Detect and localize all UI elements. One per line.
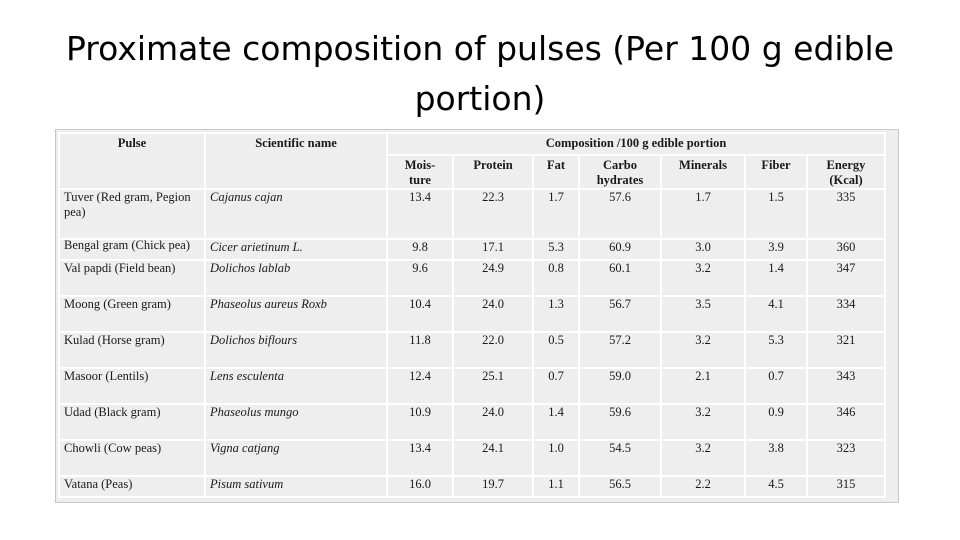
cell-protein: 24.1 — [453, 440, 533, 476]
table-row — [59, 239, 885, 260]
cell-carbohydrates: 57.6 — [579, 189, 661, 239]
cell-carbohydrates: 59.0 — [579, 368, 661, 404]
header-carbohydrates — [579, 155, 661, 189]
cell-energy: 343 — [807, 368, 885, 404]
cell-protein: 25.1 — [453, 368, 533, 404]
cell-minerals: 3.5 — [661, 296, 745, 332]
header-moisture-line-1: Mois- — [404, 158, 436, 172]
cell-fiber: 5.3 — [745, 332, 807, 368]
header-carbohydrates-line-1: Carbo — [602, 158, 638, 172]
table-row — [59, 476, 885, 497]
header-fiber: Fiber — [745, 155, 807, 189]
cell-fiber: 4.5 — [745, 476, 807, 497]
cell-fat: 0.8 — [533, 260, 579, 296]
cell-energy: 315 — [807, 476, 885, 497]
cell-protein: 24.0 — [453, 296, 533, 332]
composition-table — [58, 132, 886, 498]
cell-carbohydrates: 56.5 — [579, 476, 661, 497]
cell-protein: 24.9 — [453, 260, 533, 296]
cell-fiber: 3.9 — [745, 239, 807, 260]
cell-pulse: Vatana (Peas) — [59, 476, 205, 497]
cell-carbohydrates: 54.5 — [579, 440, 661, 476]
cell-scientific-name: Lens esculenta — [205, 368, 387, 404]
cell-scientific-name: Cajanus cajan — [205, 189, 387, 239]
cell-scientific-name: Vigna catjang — [205, 440, 387, 476]
cell-energy: 360 — [807, 239, 885, 260]
cell-minerals: 3.0 — [661, 239, 745, 260]
cell-fat: 0.5 — [533, 332, 579, 368]
cell-scientific-name: Dolichos lablab — [205, 260, 387, 296]
cell-moisture: 12.4 — [387, 368, 453, 404]
composition-table-image — [55, 129, 899, 503]
cell-fiber: 0.7 — [745, 368, 807, 404]
cell-carbohydrates: 60.1 — [579, 260, 661, 296]
cell-pulse: Bengal gram (Chick pea) — [59, 239, 205, 260]
cell-moisture: 9.8 — [387, 239, 453, 260]
header-energy-line-1: Energy — [826, 158, 866, 172]
header-row-1 — [59, 133, 885, 155]
table-row — [59, 440, 885, 476]
table-row — [59, 189, 885, 239]
cell-minerals: 2.2 — [661, 476, 745, 497]
cell-minerals: 3.2 — [661, 440, 745, 476]
cell-energy: 323 — [807, 440, 885, 476]
cell-pulse: Masoor (Lentils) — [59, 368, 205, 404]
cell-fat: 5.3 — [533, 239, 579, 260]
cell-scientific-name: Pisum sativum — [205, 476, 387, 497]
cell-minerals: 3.2 — [661, 260, 745, 296]
header-moisture-line-2: ture — [409, 173, 431, 187]
cell-fat: 0.7 — [533, 368, 579, 404]
cell-moisture: 9.6 — [387, 260, 453, 296]
cell-fat: 1.4 — [533, 404, 579, 440]
cell-minerals: 3.2 — [661, 332, 745, 368]
cell-fat: 1.0 — [533, 440, 579, 476]
cell-fat: 1.1 — [533, 476, 579, 497]
cell-pulse: Tuver (Red gram, Pegion pea) — [59, 189, 205, 239]
cell-moisture: 16.0 — [387, 476, 453, 497]
slide-title-line-1: Proximate composition of pulses (Per 100 g edible — [65, 29, 895, 68]
cell-scientific-name: Dolichos biflours — [205, 332, 387, 368]
cell-energy: 335 — [807, 189, 885, 239]
cell-energy: 334 — [807, 296, 885, 332]
cell-fat: 1.3 — [533, 296, 579, 332]
cell-energy: 347 — [807, 260, 885, 296]
cell-energy: 346 — [807, 404, 885, 440]
slide-title-line-2: portion) — [414, 79, 546, 118]
cell-carbohydrates: 59.6 — [579, 404, 661, 440]
header-minerals: Minerals — [661, 155, 745, 189]
cell-moisture: 10.9 — [387, 404, 453, 440]
cell-minerals: 1.7 — [661, 189, 745, 239]
header-pulse: Pulse — [59, 133, 205, 189]
cell-carbohydrates: 56.7 — [579, 296, 661, 332]
cell-pulse: Val papdi (Field bean) — [59, 260, 205, 296]
cell-fiber: 3.8 — [745, 440, 807, 476]
table-row — [59, 260, 885, 296]
cell-moisture: 13.4 — [387, 189, 453, 239]
table-row — [59, 296, 885, 332]
cell-moisture: 10.4 — [387, 296, 453, 332]
cell-fiber: 1.5 — [745, 189, 807, 239]
cell-fat: 1.7 — [533, 189, 579, 239]
slide-title — [0, 24, 960, 124]
header-moisture — [387, 155, 453, 189]
cell-scientific-name: Phaseolus mungo — [205, 404, 387, 440]
cell-fiber: 0.9 — [745, 404, 807, 440]
header-scientific-name: Scientific name — [205, 133, 387, 189]
cell-carbohydrates: 57.2 — [579, 332, 661, 368]
table-row — [59, 332, 885, 368]
table-row — [59, 404, 885, 440]
header-energy-line-2: (Kcal) — [829, 173, 863, 187]
cell-protein: 22.0 — [453, 332, 533, 368]
cell-moisture: 11.8 — [387, 332, 453, 368]
header-composition-group: Composition /100 g edible portion — [387, 133, 885, 155]
cell-pulse: Moong (Green gram) — [59, 296, 205, 332]
cell-carbohydrates: 60.9 — [579, 239, 661, 260]
cell-fiber: 4.1 — [745, 296, 807, 332]
cell-pulse: Kulad (Horse gram) — [59, 332, 205, 368]
header-energy — [807, 155, 885, 189]
cell-protein: 17.1 — [453, 239, 533, 260]
header-fat: Fat — [533, 155, 579, 189]
cell-protein: 19.7 — [453, 476, 533, 497]
cell-moisture: 13.4 — [387, 440, 453, 476]
cell-pulse: Udad (Black gram) — [59, 404, 205, 440]
table-row — [59, 368, 885, 404]
header-protein: Protein — [453, 155, 533, 189]
cell-protein: 22.3 — [453, 189, 533, 239]
cell-pulse: Chowli (Cow peas) — [59, 440, 205, 476]
cell-protein: 24.0 — [453, 404, 533, 440]
cell-scientific-name: Cicer arietinum L. — [205, 239, 387, 260]
header-carbohydrates-line-2: hydrates — [596, 173, 644, 187]
cell-scientific-name: Phaseolus aureus Roxb — [205, 296, 387, 332]
cell-minerals: 3.2 — [661, 404, 745, 440]
cell-energy: 321 — [807, 332, 885, 368]
cell-minerals: 2.1 — [661, 368, 745, 404]
cell-fiber: 1.4 — [745, 260, 807, 296]
